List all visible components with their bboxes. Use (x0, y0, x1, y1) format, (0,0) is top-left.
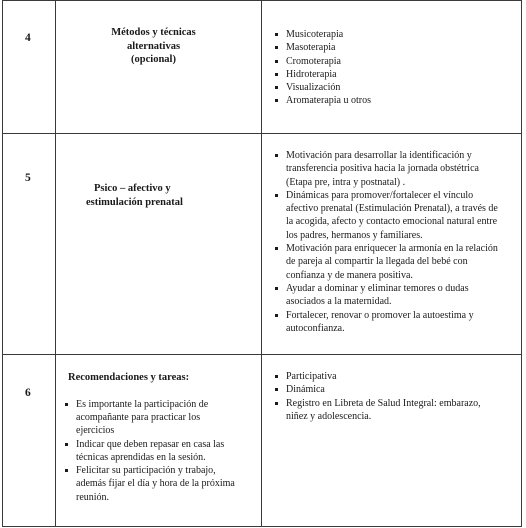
row-number: 5 (25, 172, 31, 184)
content-list (272, 370, 521, 423)
topic-cell (56, 1, 262, 134)
table-row (3, 355, 522, 527)
list-item: Fortalecer, renovar o promover la autoestima y autoconfianza. (272, 309, 521, 336)
topic-cell (56, 134, 262, 355)
topic-line: Métodos y técnicas (111, 27, 196, 38)
topic-line: alternativas (126, 40, 181, 52)
list-item: Musicoterapia (272, 28, 521, 41)
topic-heading: Recomendaciones y tareas: (68, 372, 190, 383)
row-number-cell (3, 1, 56, 134)
list-item: Indicar que deben repasar en casa las técnicas aprendidas en la sesión. (62, 438, 261, 465)
content-list (272, 149, 521, 335)
list-item: Dinámica (272, 383, 521, 396)
list-item: Hidroterapia (272, 68, 521, 81)
list-item: Es importante la participación de acompañante para practicar los ejercicios (62, 398, 261, 438)
table-row (3, 134, 522, 355)
content-cell (262, 1, 522, 134)
topic-line: (opcional) (131, 54, 176, 66)
list-item: Cromoterapia (272, 55, 521, 68)
list-item: Participativa (272, 370, 521, 383)
row-number: 4 (25, 32, 31, 44)
list-item: Motivación para enriquecer la armonía en la relación de pareja al compartir la llegada del bebé con confianza y de manera positiva. (272, 242, 521, 282)
row-number: 6 (25, 387, 31, 399)
list-item: Ayudar a dominar y eliminar temores o dudas asociados a la maternidad. (272, 282, 521, 309)
content-cell (262, 134, 522, 355)
row-number-cell (3, 355, 56, 527)
session-table (2, 0, 522, 527)
list-item: Felicitar su participación y trabajo, además fijar el día y hora de la próxima reunión. (62, 464, 261, 504)
list-item: Masoterapia (272, 41, 521, 54)
list-item: Dinámicas para promover/fortalecer el vínculo afectivo prenatal (Estimulación Prenatal), a través de la acogida, afecto y contacto emocional natural entre los padres, hermanos y familiares. (272, 189, 521, 242)
content-list (272, 28, 521, 108)
list-item: Motivación para desarrollar la identificación y transferencia positiva hacia la jornada obstétrica (Etapa pre, intra y postnatal) . (272, 149, 521, 189)
content-cell (262, 355, 522, 527)
row-number-cell (3, 134, 56, 355)
topic-list (62, 398, 261, 504)
topic-line: Psico – afectivo y (94, 183, 171, 194)
list-item: Visualización (272, 81, 521, 94)
list-item: Registro en Libreta de Salud Integral: embarazo, niñez y adolescencia. (272, 397, 521, 424)
topic-title (86, 182, 261, 209)
list-item: Aromaterapia u otros (272, 94, 521, 107)
topic-cell (56, 355, 262, 527)
table-row (3, 1, 522, 134)
topic-title (46, 26, 261, 67)
topic-line: estimulación prenatal (86, 196, 183, 208)
